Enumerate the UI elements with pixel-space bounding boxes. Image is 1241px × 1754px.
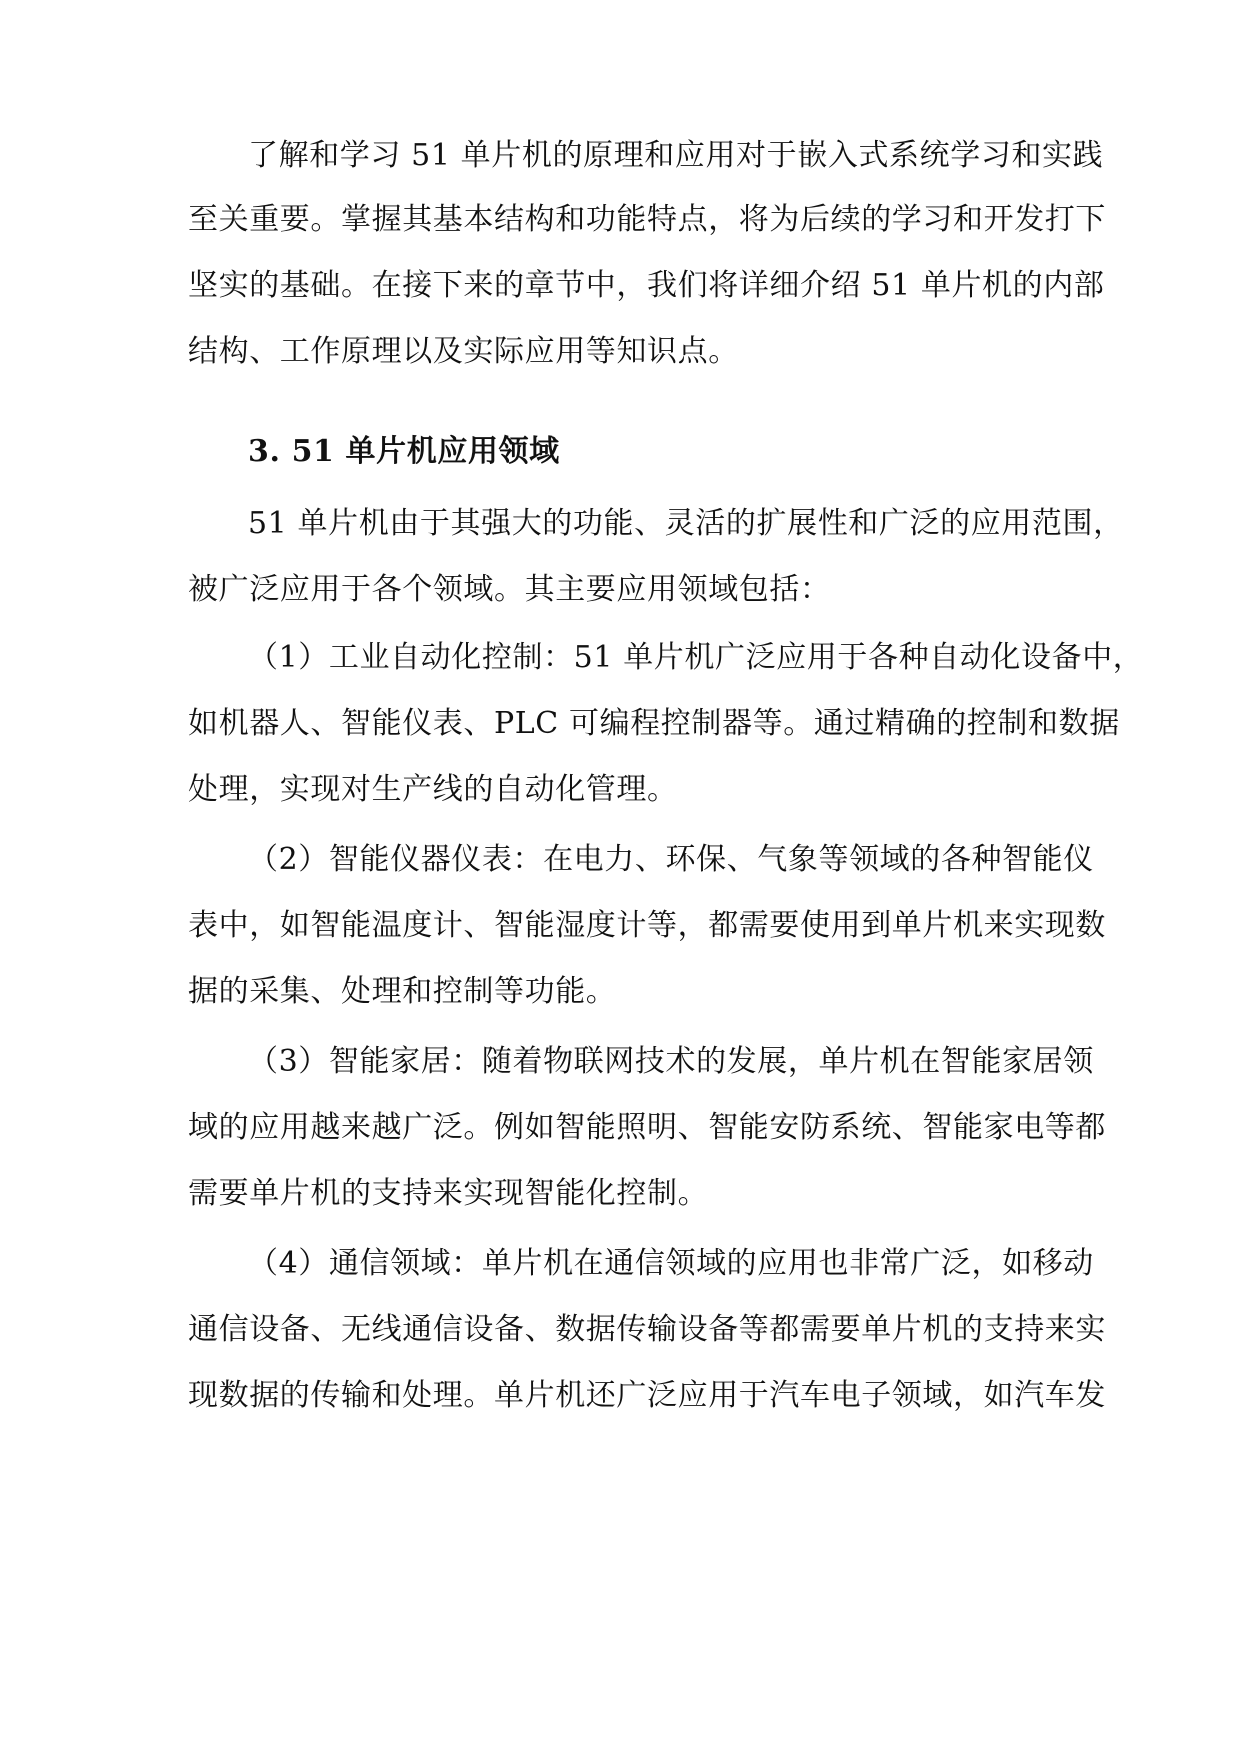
list-item-line: 如机器人、智能仪表、PLC 可编程控制器等。通过精确的控制和数据 [188, 706, 1120, 741]
paragraph-line: 了解和学习 51 单片机的原理和应用对于嵌入式系统学习和实践 [248, 138, 1104, 173]
list-item-line: 表中，如智能温度计、智能湿度计等，都需要使用到单片机来实现数 [188, 908, 1106, 943]
paragraph-line: 坚实的基础。在接下来的章节中，我们将详细介绍 51 单片机的内部 [188, 268, 1105, 303]
list-item-line: （2）智能仪器仪表：在电力、环保、气象等领域的各种智能仪 [248, 842, 1094, 877]
list-item-line: 需要单片机的支持来实现智能化控制。 [188, 1176, 709, 1211]
list-item-line: 现数据的传输和处理。单片机还广泛应用于汽车电子领域，如汽车发 [188, 1378, 1106, 1413]
paragraph-line: 至关重要。掌握其基本结构和功能特点，将为后续的学习和开发打下 [188, 202, 1106, 237]
section-heading: 3. 51 单片机应用领域 [248, 434, 560, 469]
list-item-line: 处理，实现对生产线的自动化管理。 [188, 772, 678, 807]
list-item-line: （3）智能家居：随着物联网技术的发展，单片机在智能家居领 [248, 1044, 1094, 1079]
list-item-line: 据的采集、处理和控制等功能。 [188, 974, 617, 1009]
list-item-line: 域的应用越来越广泛。例如智能照明、智能安防系统、智能家电等都 [188, 1110, 1106, 1145]
list-item-line: （4）通信领域：单片机在通信领域的应用也非常广泛，如移动 [248, 1246, 1094, 1281]
paragraph-line: 结构、工作原理以及实际应用等知识点。 [188, 334, 739, 369]
list-item-line: 通信设备、无线通信设备、数据传输设备等都需要单片机的支持来实 [188, 1312, 1106, 1347]
paragraph-line: 被广泛应用于各个领域。其主要应用领域包括： [188, 572, 831, 607]
paragraph-line: 51 单片机由于其强大的功能、灵活的扩展性和广泛的应用范围， [248, 506, 1124, 541]
list-item-line: （1）工业自动化控制：51 单片机广泛应用于各种自动化设备中， [248, 640, 1144, 675]
